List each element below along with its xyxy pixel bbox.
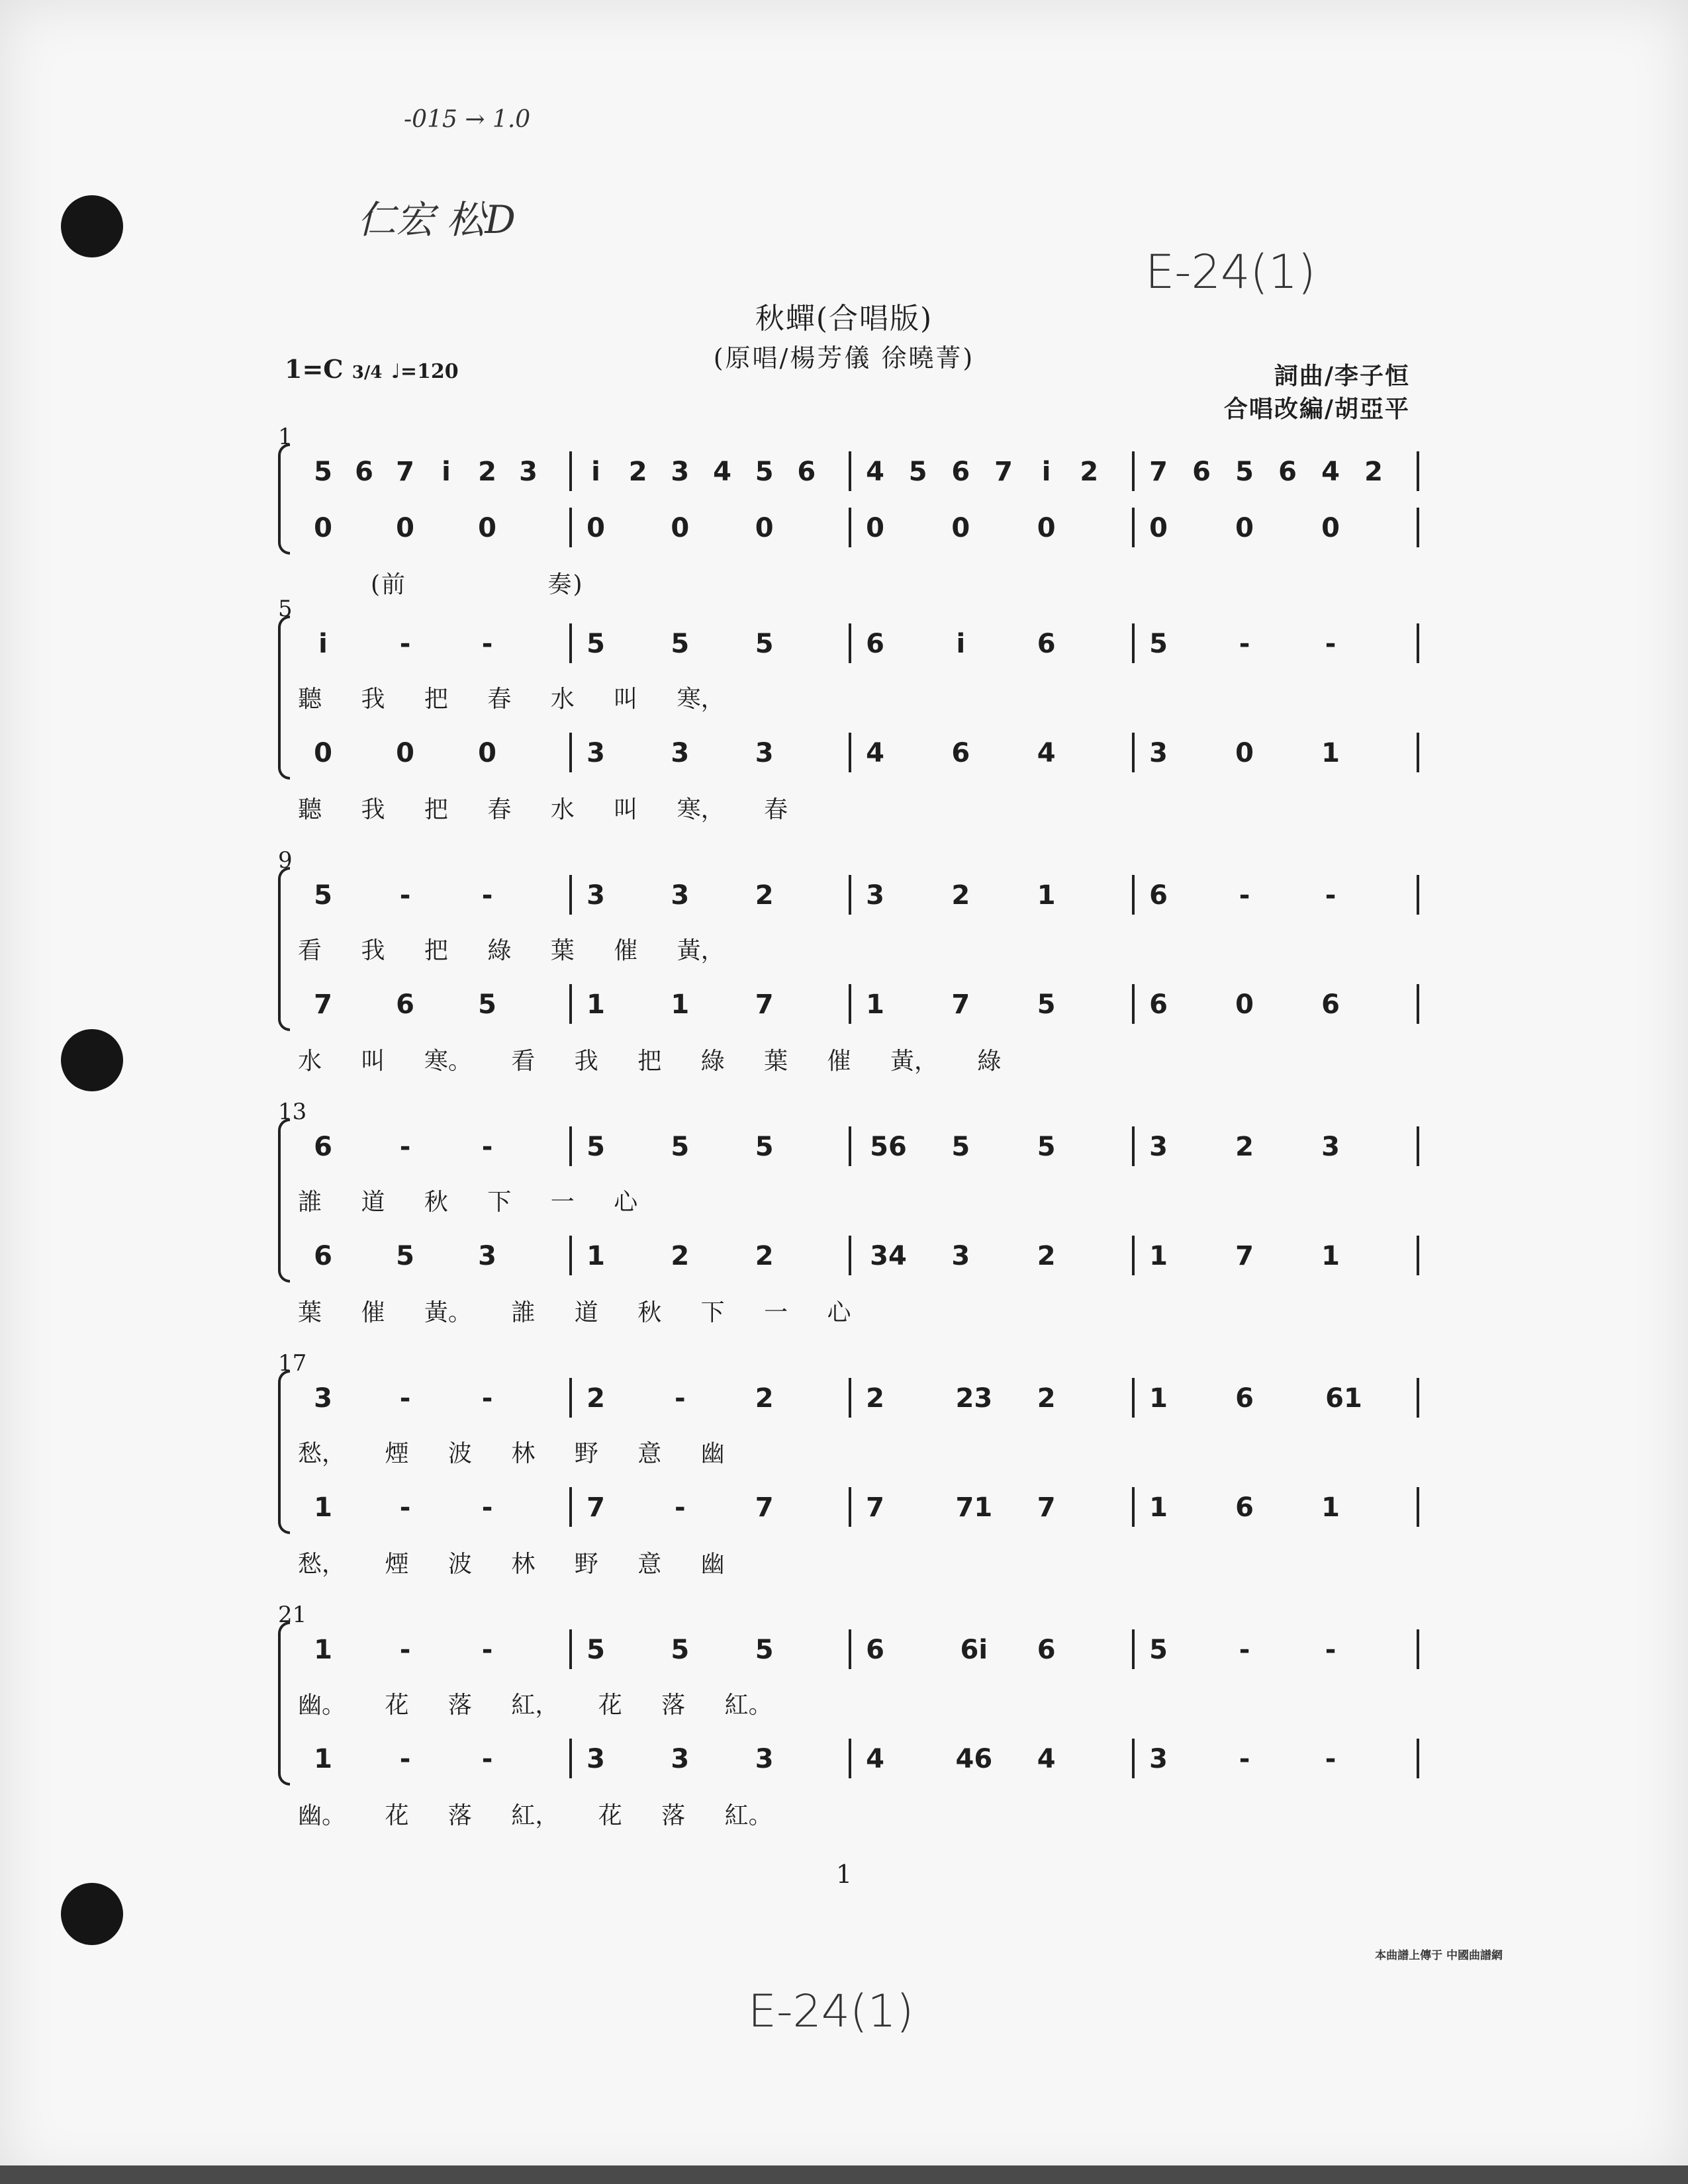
upper-note: 6 — [866, 1635, 884, 1665]
barline — [569, 733, 572, 772]
barline — [569, 1739, 572, 1778]
lower-note: 4 — [1037, 1744, 1056, 1774]
measure-number: 21 — [278, 1602, 307, 1628]
system-brace — [278, 615, 290, 780]
upper-note: 6 — [355, 457, 373, 487]
lower-note: 0 — [951, 513, 970, 543]
upper-note: - — [481, 1635, 493, 1665]
barline — [1132, 1126, 1135, 1166]
upper-note: 2 — [866, 1383, 884, 1414]
lower-lyrics: 聽 我 把 春 水 叫 寒， 春 — [298, 796, 788, 823]
lower-note: 7 — [951, 989, 970, 1020]
lower-note: 7 — [866, 1492, 884, 1523]
barline — [569, 508, 572, 547]
barline — [849, 451, 851, 491]
barline — [1417, 1378, 1419, 1418]
barline — [849, 1126, 851, 1166]
lower-note: 1 — [1321, 1492, 1340, 1523]
upper-note: 3 — [314, 1383, 332, 1414]
lower-note: 3 — [1149, 738, 1168, 768]
lower-note: 1 — [1321, 738, 1340, 768]
barline — [849, 508, 851, 547]
barline — [849, 984, 851, 1024]
tempo-marking: ♩=120 — [391, 360, 459, 383]
upper-note: 6 — [951, 457, 970, 487]
upper-note: 2 — [755, 1383, 774, 1414]
lower-note: - — [481, 1744, 493, 1774]
lower-note: 3 — [951, 1241, 970, 1271]
lower-note: 0 — [866, 513, 884, 543]
lower-note: 7 — [314, 989, 332, 1020]
lower-note: 7 — [586, 1492, 605, 1523]
upper-note: 5 — [671, 1132, 690, 1162]
upper-note: 5 — [671, 629, 690, 659]
upper-note: 5 — [755, 1635, 774, 1665]
upper-note: - — [1239, 1635, 1250, 1665]
upper-note: 5 — [1235, 457, 1254, 487]
upper-note: - — [481, 1383, 493, 1414]
lower-note: 1 — [1149, 1492, 1168, 1523]
barline — [1417, 984, 1419, 1024]
lower-note: - — [1325, 1744, 1336, 1774]
binder-hole — [61, 195, 123, 257]
barline — [569, 1378, 572, 1418]
barline — [1417, 451, 1419, 491]
lower-note: 0 — [671, 513, 690, 543]
barline — [1417, 1739, 1419, 1778]
time-signature: 3/4 — [352, 363, 383, 383]
upper-note: 5 — [586, 629, 605, 659]
song-subtitle: (原唱/楊芳儀 徐曉菁) — [713, 343, 975, 373]
lower-note: 5 — [1037, 989, 1056, 1020]
lower-note: - — [399, 1744, 411, 1774]
lyrics-music-credit: 詞曲/李子恒 — [1274, 362, 1410, 390]
lower-note: 3 — [586, 738, 605, 768]
lower-note: 0 — [1235, 738, 1254, 768]
upper-note: 2 — [586, 1383, 605, 1414]
barline — [1132, 984, 1135, 1024]
lower-note: 2 — [1037, 1241, 1056, 1271]
upper-note: 5 — [1149, 629, 1168, 659]
upper-note: 56 — [870, 1132, 907, 1162]
barline — [1132, 623, 1135, 663]
lower-note: 2 — [671, 1241, 690, 1271]
measure-number: 17 — [278, 1350, 307, 1377]
upper-note: 2 — [628, 457, 647, 487]
upper-lyrics: 聽 我 把 春 水 叫 寒， — [298, 686, 725, 713]
lower-note: 4 — [866, 1744, 884, 1774]
barline — [1417, 1629, 1419, 1669]
lower-note: 1 — [314, 1492, 332, 1523]
upper-note: - — [1239, 629, 1250, 659]
upper-note: - — [399, 629, 411, 659]
upper-note: 2 — [951, 880, 970, 911]
lower-note: 6 — [951, 738, 970, 768]
lower-note: 3 — [586, 1744, 605, 1774]
lower-note: 5 — [478, 989, 496, 1020]
barline — [569, 875, 572, 915]
upper-note: 4 — [866, 457, 884, 487]
lower-note: - — [481, 1492, 493, 1523]
upper-note: 1 — [1149, 1383, 1168, 1414]
lower-note: 3 — [755, 1744, 774, 1774]
song-title: 秋蟬(合唱版) — [755, 302, 933, 336]
upper-note: - — [399, 880, 411, 911]
upper-note: 6 — [1037, 629, 1056, 659]
upper-note: 3 — [671, 457, 690, 487]
measure-number: 13 — [278, 1099, 307, 1125]
upper-lyrics: 幽。 花 落 紅， 花 落 紅。 — [298, 1692, 773, 1719]
lower-lyrics: 葉 催 黃。 誰 道 秋 下 一 心 — [298, 1299, 851, 1326]
system-brace — [278, 1118, 290, 1283]
lower-note: 7 — [755, 1492, 774, 1523]
upper-note: 3 — [671, 880, 690, 911]
lower-note: 0 — [586, 513, 605, 543]
lower-note: 5 — [396, 1241, 414, 1271]
upper-lyrics: 愁， 煙 波 林 野 意 幽 — [298, 1440, 725, 1467]
barline — [569, 451, 572, 491]
lower-note: 0 — [314, 738, 332, 768]
handwritten-tempo-note: -015 → 1.0 — [404, 106, 531, 133]
barline — [1132, 1629, 1135, 1669]
measure-number: 5 — [278, 596, 293, 622]
upper-note: - — [1325, 629, 1336, 659]
upper-note: - — [481, 880, 493, 911]
lower-note: 1 — [586, 989, 605, 1020]
barline — [1132, 875, 1135, 915]
upper-note: 5 — [671, 1635, 690, 1665]
upper-note: 61 — [1325, 1383, 1362, 1414]
handwritten-code-top: E-24(1) — [1145, 245, 1316, 299]
lower-note: 1 — [1149, 1241, 1168, 1271]
scanner-edge — [0, 2165, 1688, 2184]
system-brace — [278, 1370, 290, 1534]
lower-note: 3 — [671, 738, 690, 768]
upper-note: 5 — [755, 629, 774, 659]
lower-note: 1 — [314, 1744, 332, 1774]
lower-note: 71 — [955, 1492, 993, 1523]
upper-note: 7 — [1149, 457, 1168, 487]
lower-lyrics: 愁， 煙 波 林 野 意 幽 — [298, 1551, 725, 1578]
lower-note: 3 — [1149, 1744, 1168, 1774]
lower-note: 3 — [671, 1744, 690, 1774]
upper-note: 3 — [1149, 1132, 1168, 1162]
upper-note: i — [1041, 457, 1051, 487]
upper-note: 4 — [713, 457, 731, 487]
upper-note: 6 — [1149, 880, 1168, 911]
barline — [849, 1487, 851, 1527]
lower-note: 4 — [866, 738, 884, 768]
barline — [569, 1126, 572, 1166]
system-brace — [278, 1621, 290, 1786]
handwritten-code-bottom: E-24(1) — [748, 1985, 914, 2038]
upper-note: 4 — [1321, 457, 1340, 487]
lower-note: 0 — [1149, 513, 1168, 543]
upper-note: 5 — [951, 1132, 970, 1162]
lower-note: 6 — [396, 989, 414, 1020]
upper-note: 5 — [1037, 1132, 1056, 1162]
upper-note: 5 — [314, 457, 332, 487]
upper-note: 5 — [586, 1132, 605, 1162]
upper-note: 2 — [1364, 457, 1383, 487]
barline — [569, 623, 572, 663]
barline — [1132, 733, 1135, 772]
lower-note: 6 — [1235, 1492, 1254, 1523]
lower-note: 0 — [1037, 513, 1056, 543]
upper-note: 23 — [955, 1383, 993, 1414]
barline — [1132, 1378, 1135, 1418]
upper-note: 2 — [478, 457, 496, 487]
upper-note: 2 — [1235, 1132, 1254, 1162]
lower-note: 1 — [586, 1241, 605, 1271]
lower-note: 0 — [1321, 513, 1340, 543]
upper-note: 6 — [1278, 457, 1297, 487]
barline — [569, 1629, 572, 1669]
barline — [849, 1236, 851, 1275]
upper-note: 3 — [519, 457, 538, 487]
upper-note: - — [1325, 880, 1336, 911]
barline — [849, 1629, 851, 1669]
lower-note: 0 — [755, 513, 774, 543]
barline — [849, 1378, 851, 1418]
lower-note: 6 — [1321, 989, 1340, 1020]
lower-note: - — [675, 1492, 686, 1523]
binder-hole — [61, 1029, 123, 1091]
barline — [849, 1739, 851, 1778]
upper-note: i — [442, 457, 451, 487]
upper-note: - — [399, 1383, 411, 1414]
upper-lyrics: 看 我 把 綠 葉 催 黃， — [298, 937, 725, 964]
upper-note: 3 — [866, 880, 884, 911]
upper-note: 6 — [866, 629, 884, 659]
lower-note: 0 — [314, 513, 332, 543]
upper-note: 5 — [1149, 1635, 1168, 1665]
measure-number: 9 — [278, 847, 293, 874]
barline — [849, 623, 851, 663]
upper-note: 5 — [908, 457, 927, 487]
handwritten-name: 仁宏 松D — [357, 197, 516, 242]
key-text: 1=C — [285, 354, 344, 384]
barline — [1417, 1126, 1419, 1166]
upper-note: - — [399, 1635, 411, 1665]
upper-note: - — [481, 1132, 493, 1162]
lower-note: 0 — [478, 513, 496, 543]
lower-note: 0 — [1235, 513, 1254, 543]
upper-note: i — [318, 629, 328, 659]
upper-note: 6 — [1192, 457, 1211, 487]
barline — [1132, 1487, 1135, 1527]
lower-note: - — [1239, 1744, 1250, 1774]
upper-note: i — [591, 457, 600, 487]
key-signature — [285, 354, 459, 384]
barline — [1417, 733, 1419, 772]
choral-arrangement-credit: 合唱改編/胡亞平 — [1223, 395, 1410, 423]
upper-note: - — [399, 1132, 411, 1162]
upper-note: 6 — [1037, 1635, 1056, 1665]
upper-note: 3 — [586, 880, 605, 911]
lower-note: 3 — [478, 1241, 496, 1271]
upper-note: 2 — [1080, 457, 1099, 487]
barline — [1132, 451, 1135, 491]
lower-note: 34 — [870, 1241, 907, 1271]
barline — [1132, 1739, 1135, 1778]
barline — [849, 733, 851, 772]
upper-note: - — [1239, 880, 1250, 911]
upper-note: 7 — [396, 457, 414, 487]
lower-note: 0 — [396, 738, 414, 768]
lower-note: 6 — [314, 1241, 332, 1271]
upper-note: 6i — [960, 1635, 988, 1665]
upper-note: i — [956, 629, 966, 659]
upper-note: 7 — [994, 457, 1013, 487]
upper-note: 1 — [1037, 880, 1056, 911]
lower-note: 7 — [1037, 1492, 1056, 1523]
lower-note: 0 — [1235, 989, 1254, 1020]
upper-note: 5 — [755, 1132, 774, 1162]
binder-hole — [61, 1883, 123, 1945]
upper-note: 5 — [314, 880, 332, 911]
lower-note: 0 — [396, 513, 414, 543]
system-brace — [278, 443, 290, 555]
measure-number: 1 — [278, 424, 293, 450]
lower-lyrics: 幽。 花 落 紅， 花 落 紅。 — [298, 1802, 773, 1829]
upper-lyrics: 誰 道 秋 下 一 心 — [298, 1189, 638, 1216]
page-number: 1 — [835, 1860, 853, 1889]
upper-note: 2 — [1037, 1383, 1056, 1414]
lower-note: - — [399, 1492, 411, 1523]
lower-note: 7 — [755, 989, 774, 1020]
lower-note: 6 — [1149, 989, 1168, 1020]
barline — [849, 875, 851, 915]
lower-lyrics: 水 叫 寒。 看 我 把 綠 葉 催 黃， 綠 — [298, 1048, 1002, 1075]
barline — [569, 1487, 572, 1527]
barline — [1417, 623, 1419, 663]
lower-note: 0 — [478, 738, 496, 768]
barline — [1417, 875, 1419, 915]
barline — [1417, 1236, 1419, 1275]
barline — [1417, 508, 1419, 547]
upper-note: 6 — [797, 457, 816, 487]
upper-note: 5 — [586, 1635, 605, 1665]
upper-note: 1 — [314, 1635, 332, 1665]
lower-note: 1 — [866, 989, 884, 1020]
system-brace — [278, 867, 290, 1031]
upper-note: 5 — [755, 457, 774, 487]
barline — [1132, 508, 1135, 547]
upload-note: 本曲譜上傳于 中國曲譜網 — [1375, 1949, 1503, 1962]
upper-note: - — [481, 629, 493, 659]
barline — [1132, 1236, 1135, 1275]
upper-note: - — [1325, 1635, 1336, 1665]
lower-note: 4 — [1037, 738, 1056, 768]
barline — [1417, 1487, 1419, 1527]
lower-note: 1 — [1321, 1241, 1340, 1271]
barline — [569, 984, 572, 1024]
lower-note: 7 — [1235, 1241, 1254, 1271]
upper-note: 6 — [1235, 1383, 1254, 1414]
lower-note: 3 — [755, 738, 774, 768]
upper-note: 6 — [314, 1132, 332, 1162]
lower-note: 1 — [671, 989, 690, 1020]
upper-note: 3 — [1321, 1132, 1340, 1162]
barline — [569, 1236, 572, 1275]
upper-note: - — [675, 1383, 686, 1414]
lower-note: 2 — [755, 1241, 774, 1271]
upper-note: 2 — [755, 880, 774, 911]
prelude-label: (前 奏) — [371, 571, 584, 598]
lower-note: 46 — [955, 1744, 993, 1774]
